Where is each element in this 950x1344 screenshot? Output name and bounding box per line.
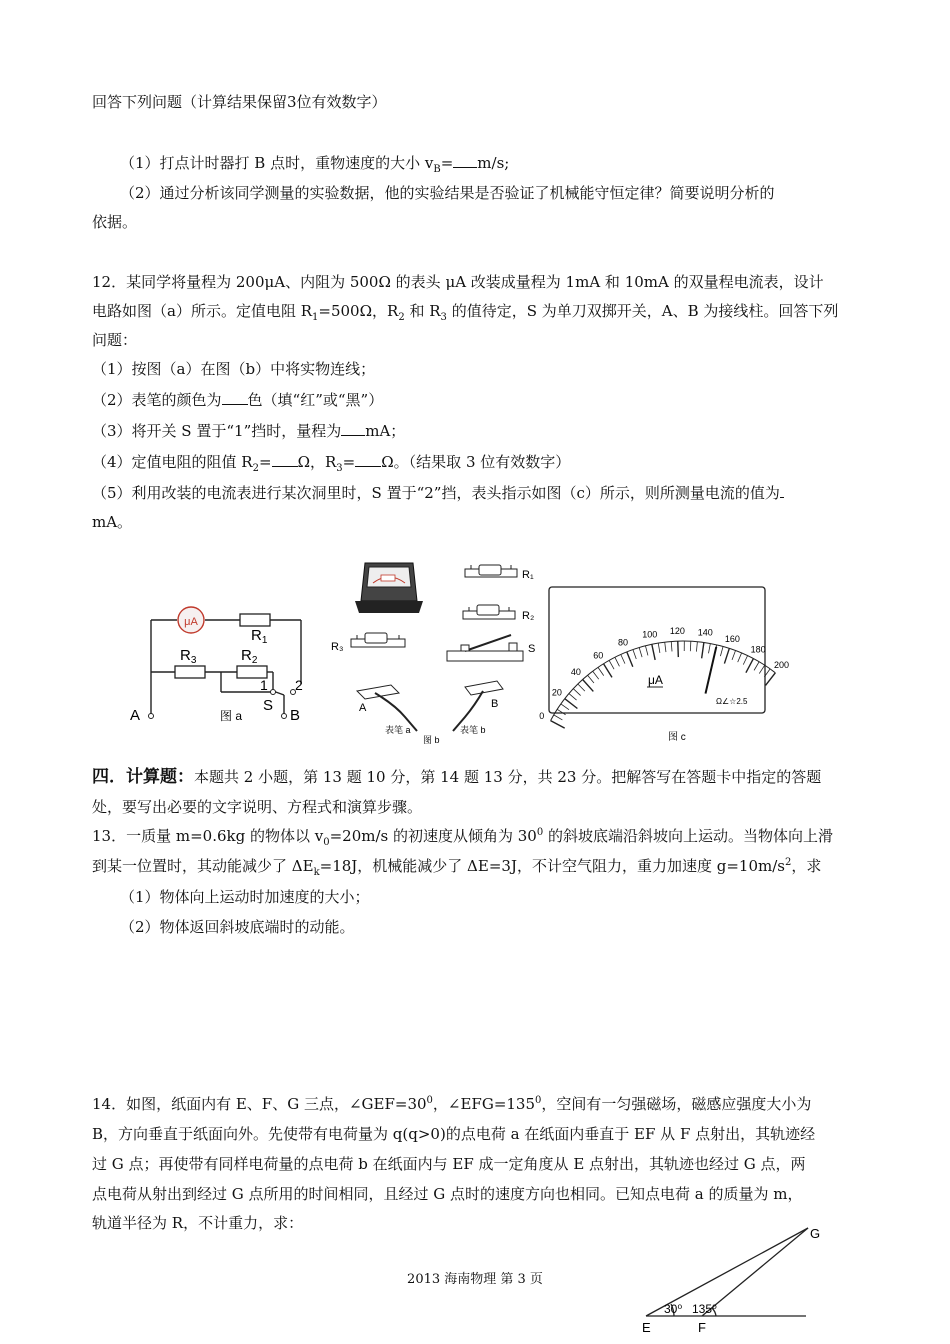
q12-stem-line2: 电路如图（a）所示。定值电阻 $R_1=500\Omega$，$R_2$ 和 $R_3$ 的值待定，S 为单刀双掷开关，A、B 为接线柱。回答下列 <box>92 302 839 323</box>
q13-part2: （2）物体返回斜坡底端时的动能。 <box>120 918 355 936</box>
label-r3-b: R₃ <box>331 641 344 653</box>
q13-part1: （1）物体向上运动时加速度的大小； <box>120 888 370 906</box>
answer-blank-vb[interactable] <box>453 153 477 168</box>
angle-gef-label: 30⁰ <box>664 1302 683 1316</box>
switch-pos-2: 2 <box>295 677 303 693</box>
q13-line2: 到某一位置时，其动能减少了 $\Delta E_k=18J$，机械能减少了 ΔE=3J，不计空气阻力，重力加速度 $g=10m/s^2$，求 <box>92 857 822 878</box>
section4-line2: 处，要写出必要的文字说明、方程式和演算步骤。 <box>92 798 423 816</box>
q12-sub5-end: mA。 <box>92 513 133 531</box>
figure-b-caption: 图 b <box>423 735 440 745</box>
label-r2: $R_2$ <box>241 647 258 666</box>
resistor-r1 <box>240 614 270 626</box>
dial-tick-label: 120 <box>669 626 685 637</box>
dial-tick-label: 160 <box>724 633 740 644</box>
terminal-b <box>282 714 287 719</box>
label-b: B <box>290 707 301 724</box>
answer-blank-current[interactable] <box>780 483 784 498</box>
resistor-r2-device-icon <box>463 605 515 619</box>
dial-tick <box>551 721 565 729</box>
label-probe-a: 表笔 a <box>385 725 411 735</box>
q11-part2-line2: 依据。 <box>92 213 138 231</box>
terminal-a <box>149 714 154 719</box>
intro-text: 回答下列问题（计算结果保留3位有效数字） <box>92 93 387 111</box>
dial-tick <box>554 715 563 720</box>
answer-blank-r3[interactable] <box>355 452 381 467</box>
label-a: A <box>130 707 141 724</box>
figure-b-components <box>325 555 545 745</box>
label-a-b: A <box>359 702 367 714</box>
resistor-r1-device-icon <box>465 565 517 577</box>
q12-sub2: （2）表笔的颜色为 色（填“红”或“黑”） <box>92 391 384 409</box>
q14-line1: 14．如图，纸面内有 E、F、G 三点，$\angle GEF=30^0$，$\angle EFG=135^0$，空间有一匀强磁场，磁感应强度大小为 <box>92 1095 812 1113</box>
dial-tick-label: 60 <box>593 650 604 661</box>
dial-tick-label: 200 <box>773 659 790 670</box>
point-e-label: E <box>642 1320 651 1335</box>
figure-a-circuit <box>125 598 320 730</box>
label-r1: $R_1$ <box>251 627 268 646</box>
dial-tick-label: 180 <box>750 644 766 655</box>
q14-line4: 点电荷从射出到经过 G 点所用的时间相同，且经过 G 点时的速度方向也相同。已知点电荷 a 的质量为 m， <box>92 1185 803 1203</box>
q13-line1: 13．一质量 m=0.6kg 的物体以 $v_0=20m/s$ 的初速度从倾角为 $30^0$ 的斜坡底端沿斜坡向上运动。当物体向上滑 <box>92 827 834 848</box>
dial-tick <box>765 673 775 686</box>
dial-tick <box>690 641 691 651</box>
dial-tick-label: 40 <box>570 667 581 678</box>
accuracy-class-mark: Ω∠☆2.5 <box>716 697 748 706</box>
figure-a-caption: 图 a <box>220 709 243 723</box>
dial-tick-label: 140 <box>697 627 713 638</box>
meter-device-icon <box>355 563 423 613</box>
q12-sub5: （5）利用改装的电流表进行某次洞里时，S 置于“2”挡，表头指示如图（c）所示，则所测量电流的值为 <box>92 483 864 503</box>
dial-tick-label: 80 <box>618 637 629 648</box>
q14-line3: 过 G 点；再使带有同样电荷量的点电荷 b 在纸面内与 EF 成一定角度从 E 点射出，其轨迹也经过 G 点，两 <box>92 1155 806 1173</box>
q12-stem-line3: 问题： <box>92 331 138 349</box>
switch-pos-1: 1 <box>260 677 268 693</box>
point-f-label: F <box>698 1320 706 1335</box>
dial-tick-label: 20 <box>551 687 562 698</box>
figure-c-caption: 图 c <box>668 732 686 743</box>
figure-c-meter <box>539 586 790 748</box>
meter-label: μA <box>184 616 198 628</box>
resistor-r3-device-icon <box>351 633 405 647</box>
label-s-b: S <box>528 643 536 655</box>
page-footer: 2013 海南物理 第 3 页 <box>407 1272 543 1287</box>
section4-line1: 四．计算题：本题共 2 小题，第 13 题 10 分，第 14 题 13 分，共 23 分。把解答写在答题卡中指定的答题 <box>92 767 822 787</box>
q12-sub1: （1）按图（a）在图（b）中将实物连线； <box>92 360 376 378</box>
q14-line2: B，方向垂直于纸面向外。先使带有电荷量为 q(q>0)的点电荷 a 在纸面内垂直于 EF 从 F 点射出，其轨迹经 <box>92 1125 816 1143</box>
label-s: S <box>263 697 274 714</box>
resistor-r3 <box>175 666 205 678</box>
point-g-label: G <box>810 1226 821 1241</box>
meter-unit: μA <box>648 673 663 687</box>
answer-blank-r2[interactable] <box>272 452 298 467</box>
switch-device-icon <box>447 635 523 661</box>
answer-blank-range[interactable] <box>341 421 365 436</box>
q11-part2-line1: （2）通过分析该同学测量的实验数据，他的实验结果是否验证了机械能守恒定律？简要说明分析的 <box>120 184 775 202</box>
angle-efg-label: 135⁰ <box>692 1302 717 1316</box>
q12-sub3: （3）将开关 S 置于“1”挡时，量程为 mA； <box>92 422 406 440</box>
answer-blank-color[interactable] <box>222 390 248 405</box>
q12-sub4: （4）定值电阻的阻值 $R_2= \Omega$，$R_3= \Omega$。（结果取 3 位有效数字） <box>92 453 571 474</box>
label-probe-b: 表笔 b <box>460 725 486 735</box>
q12-stem-line1: 12．某同学将量程为 200μA、内阻为 500Ω 的表头 μA 改装成量程为 1mA 和 10mA 的双量程电流表，设计 <box>92 273 824 291</box>
label-r2-b: R₂ <box>522 610 535 622</box>
dial-tick <box>678 641 679 657</box>
label-r3: $R_3$ <box>180 647 197 666</box>
q11-part1: （1）打点计时器打 B 点时，重物速度的大小 $v_B= m/s$; <box>120 154 510 175</box>
label-r1-b: R₁ <box>522 569 534 581</box>
label-b-b: B <box>491 698 499 710</box>
dial-tick-label: 0 <box>539 710 545 721</box>
dial-tick-label: 100 <box>642 629 658 640</box>
q14-line5: 轨道半径为 R，不计重力，求： <box>92 1214 304 1232</box>
